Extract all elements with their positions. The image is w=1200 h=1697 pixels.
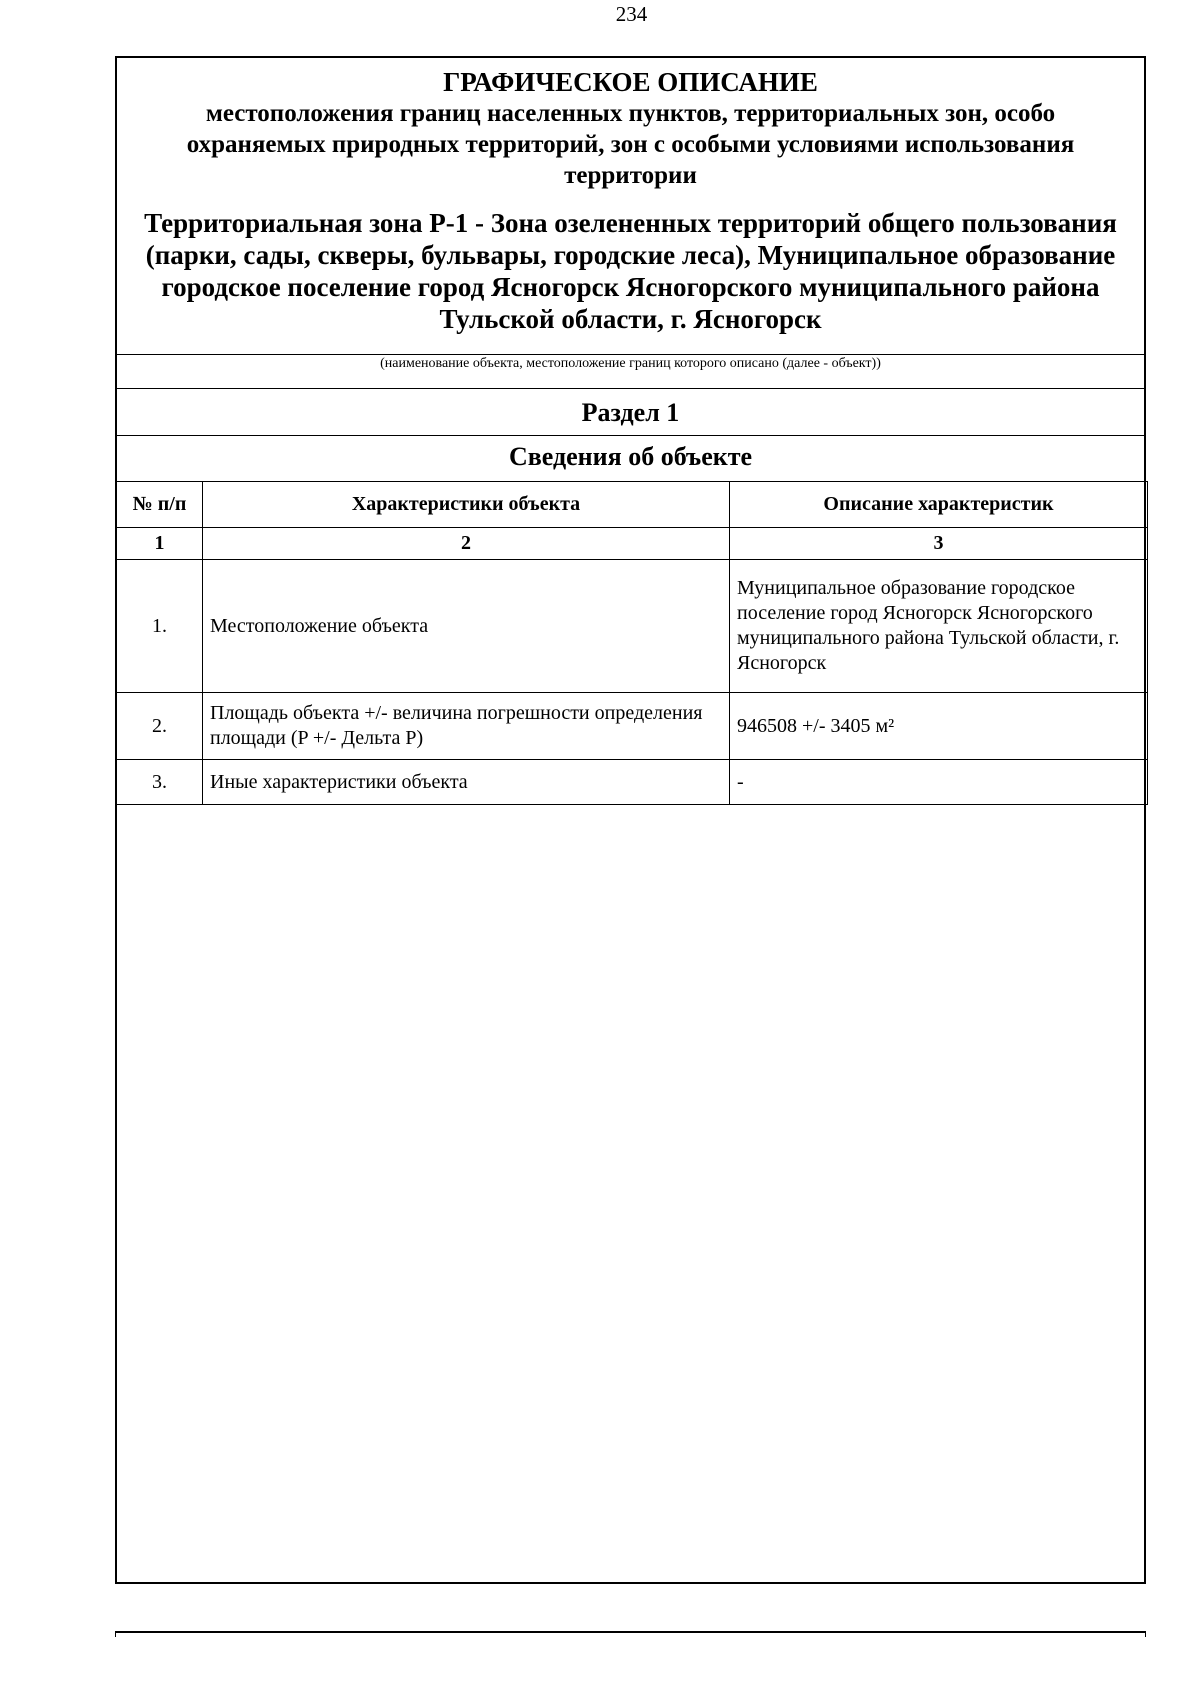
row-description: 946508 +/- 3405 м² — [730, 693, 1148, 760]
row-number: 3. — [117, 760, 203, 805]
row-number: 1. — [117, 560, 203, 693]
bottom-border — [115, 1631, 1146, 1633]
document-header — [117, 58, 1144, 354]
table-row — [117, 760, 1148, 805]
row-characteristic: Местоположение объекта — [203, 560, 730, 693]
header-cell-number: № п/п — [117, 482, 203, 528]
header-cell-characteristic: Характеристики объекта — [203, 482, 730, 528]
row-characteristic: Площадь объекта +/- величина погрешности определения площади (P +/- Дельта P) — [203, 693, 730, 760]
bottom-border-tick — [1145, 1631, 1146, 1637]
table-row — [117, 560, 1148, 693]
object-info-table — [116, 481, 1148, 805]
row-description: - — [730, 760, 1148, 805]
row-description: Муниципальное образование городское поселение город Ясногорск Ясногорского муниципального района Тульской области, г. Ясногорск — [730, 560, 1148, 693]
document-title: ГРАФИЧЕСКОЕ ОПИСАНИЕ — [443, 67, 818, 97]
column-number: 3 — [730, 528, 1148, 560]
document-subtitle: местоположения границ населенных пунктов, территориальных зон, особо охраняемых природных территорий, зон с особыми условиями использования территории — [186, 100, 1075, 189]
column-number-row — [117, 528, 1148, 560]
divider — [117, 388, 1144, 389]
column-number: 1 — [117, 528, 203, 560]
document-frame — [115, 56, 1146, 1584]
table-row — [117, 693, 1148, 760]
row-number: 2. — [117, 693, 203, 760]
header-cell-description: Описание характеристик — [730, 482, 1148, 528]
object-name-caption: (наименование объекта, местоположение границ которого описано (далее - объект)) — [380, 356, 881, 371]
table-header-row — [117, 482, 1148, 528]
divider — [117, 435, 1144, 436]
section-subtitle: Сведения об объекте — [508, 442, 753, 471]
column-number: 2 — [203, 528, 730, 560]
object-name: Территориальная зона Р-1 - Зона озелененных территорий общего пользования (парки, сады, скверы, бульвары, городские леса), Муниципальное образование городское поселение город Ясногорск Ясногорского муниципального района Тульской области, г. Ясногорск — [144, 208, 1117, 334]
row-characteristic: Иные характеристики объекта — [203, 760, 730, 805]
section-title: Раздел 1 — [581, 398, 680, 427]
bottom-border-tick — [115, 1631, 116, 1637]
page-number: 234 — [615, 2, 648, 26]
